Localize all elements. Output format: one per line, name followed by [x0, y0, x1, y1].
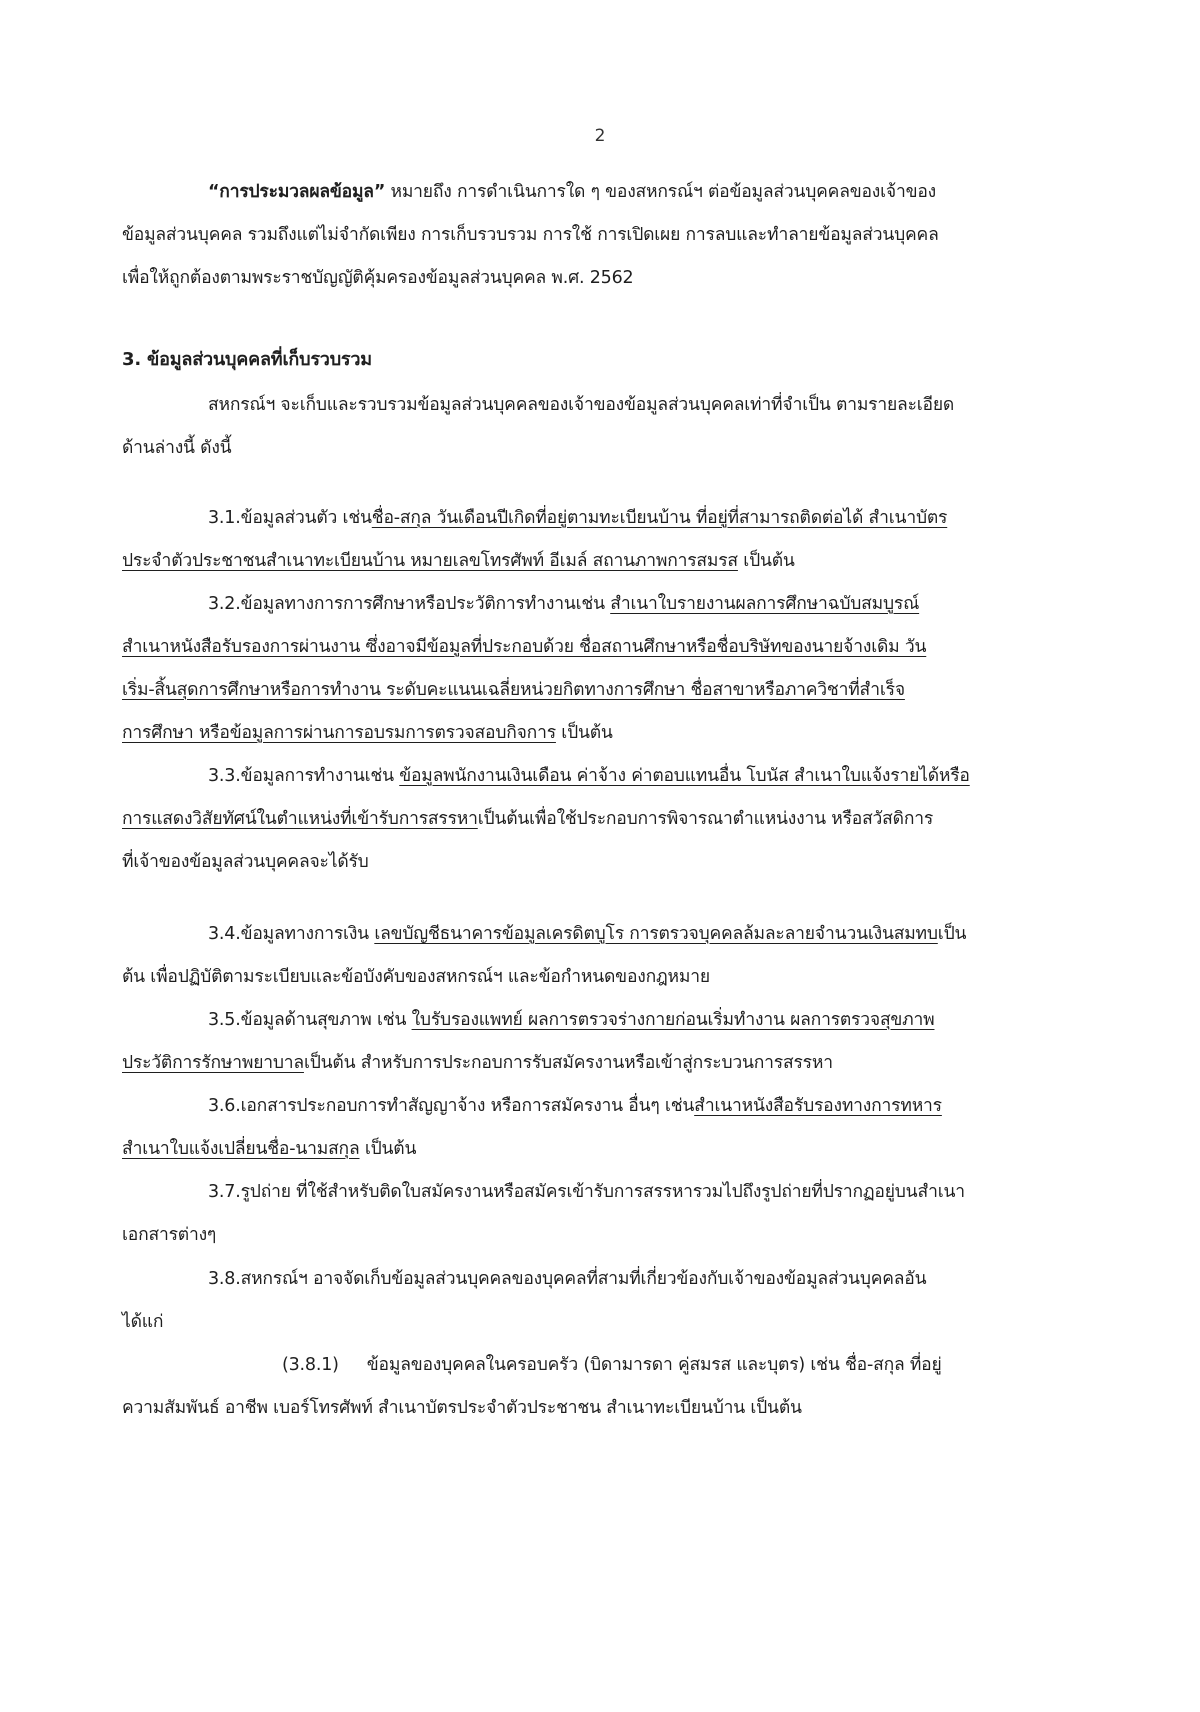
item-3-8-1-line-2: ความสัมพันธ์ อาชีพ เบอร์โทรศัพท์ สำเนาบัตรประจำตัวประชาชน สำเนาทะเบียนบ้าน เป็นต้น: [122, 1398, 802, 1418]
sub-item-number: (3.8.1): [282, 1355, 339, 1375]
item-text: เป็นต้น สำหรับการประกอบการรับสมัครงานหรือเข้าสู่กระบวนการสรรหา: [303, 1053, 833, 1073]
item-3-3-line-2: [122, 805, 1077, 833]
definition-term: “การประมวลผลข้อมูล”: [208, 182, 386, 202]
item-3-2-line-1: [208, 590, 1078, 618]
item-text: เป็นต้นเพื่อใช้ประกอบการพิจารณาตำแหน่งงาน หรือสวัสดิการ: [477, 809, 934, 829]
definition-line-3: เพื่อให้ถูกต้องตามพระราชบัญญัติคุ้มครองข้อมูลส่วนบุคคล พ.ศ. 2562: [122, 268, 634, 288]
item-underlined-text: เลขบัญชีธนาคารข้อมูลเครดิตบูโร การตรวจบุคคลล้มละลายจำนวนเงินสมทบ: [374, 924, 938, 944]
item-3-5-line-1: [208, 1006, 1078, 1034]
item-3-4-line-2: ต้น เพื่อปฏิบัติตามระเบียบและข้อบังคับของสหกรณ์ฯ และข้อกำหนดของกฎหมาย: [122, 967, 710, 987]
intro-line-2: ด้านล่างนี้ ดังนี้: [122, 438, 232, 458]
section-heading: 3. ข้อมูลส่วนบุคคลที่เก็บรวบรวม: [122, 349, 372, 370]
definition-text: หมายถึง การดำเนินการใด ๆ ของสหกรณ์ฯ ต่อข้อมูลส่วนบุคคลของเจ้าของ: [385, 182, 937, 202]
item-underlined-text: ชื่อ-สกุล วันเดือนปีเกิดที่อยู่ตามทะเบียนบ้าน ที่อยู่ที่สามารถติดต่อได้ สำเนาบัตร: [371, 508, 948, 528]
item-underlined-text: สำเนาใบรายงานผลการศึกษาฉบับสมบูรณ์: [610, 594, 920, 614]
item-text: ข้อมูลของบุคคลในครอบครัว (บิดามารดา คู่สมรส และบุตร) เช่น ชื่อ-สกุล ที่อยู่: [366, 1355, 942, 1375]
item-text: เป็น: [937, 924, 967, 944]
item-3-7-line-1: 3.7.รูปถ่าย ที่ใช้สำหรับติดใบสมัครงานหรือสมัครเข้ารับการสรรหารวมไปถึงรูปถ่ายที่ปรากฏอยู่บนสำเนา: [208, 1182, 965, 1202]
item-text: 3.5.ข้อมูลด้านสุขภาพ เช่น: [208, 1010, 412, 1030]
item-text: เป็นต้น: [359, 1139, 417, 1159]
item-underlined-text: สำเนาใบแจ้งเปลี่ยนชื่อ-นามสกุล: [122, 1139, 360, 1159]
item-underlined-text: สำเนาหนังสือรับรองการผ่านงาน ซึ่งอาจมีข้อมูลที่ประกอบด้วย ชื่อสถานศึกษาหรือชื่อบริษัทของนายจ้างเดิม วัน: [122, 637, 927, 657]
intro-line-1: สหกรณ์ฯ จะเก็บและรวบรวมข้อมูลส่วนบุคคลของเจ้าของข้อมูลส่วนบุคคลเท่าที่จำเป็น ตามรายละเอียด: [208, 395, 955, 415]
item-underlined-text: เริ่ม-สิ้นสุดการศึกษาหรือการทำงาน ระดับคะแนนเฉลี่ยหน่วยกิตทางการศึกษา ชื่อสาขาหรือภาควิชาที่สำเร็จ: [122, 680, 905, 700]
item-underlined-text: ใบรับรองแพทย์ ผลการตรวจร่างกายก่อนเริ่มทำงาน ผลการตรวจสุขภาพ: [411, 1010, 935, 1030]
item-3-8-line-1: 3.8.สหกรณ์ฯ อาจจัดเก็บข้อมูลส่วนบุคคลของบุคคลที่สามที่เกี่ยวข้องกับเจ้าของข้อมูลส่วนบุคคลอัน: [208, 1269, 927, 1289]
item-3-2-line-4: [122, 719, 1077, 747]
page-number: 2: [594, 126, 606, 146]
item-text: 3.2.ข้อมูลทางการการศึกษาหรือประวัติการทำงานเช่น: [208, 594, 611, 614]
item-3-7-line-2: เอกสารต่างๆ: [122, 1225, 217, 1245]
item-text: 3.1.ข้อมูลส่วนตัว เช่น: [208, 508, 372, 528]
item-3-4-line-1: [208, 920, 1078, 948]
item-3-1-line-1: [208, 504, 1078, 532]
item-underlined-text: ประจำตัวประชาชนสำเนาทะเบียนบ้าน หมายเลขโทรศัพท์ อีเมล์ สถานภาพการสมรส: [122, 551, 738, 571]
item-3-1-line-2: [122, 547, 1077, 575]
item-3-3-line-1: [208, 762, 1078, 790]
item-3-5-line-2: [122, 1049, 1077, 1077]
item-3-6-line-1: [208, 1092, 1078, 1120]
item-underlined-text: การแสดงวิสัยทัศน์ในตำแหน่งที่เข้ารับการสรรหา: [122, 809, 478, 829]
item-text: 3.6.เอกสารประกอบการทำสัญญาจ้าง หรือการสมัครงาน อื่นๆ เช่น: [208, 1096, 695, 1116]
item-3-2-line-3: [122, 676, 1077, 704]
item-underlined-text: สำเนาหนังสือรับรองทางการทหาร: [694, 1096, 942, 1116]
item-3-8-line-2: ได้แก่: [122, 1312, 164, 1332]
definition-line-1: [208, 178, 1078, 206]
item-3-3-line-3: ที่เจ้าของข้อมูลส่วนบุคคลจะได้รับ: [122, 852, 369, 872]
item-text: 3.4.ข้อมูลทางการเงิน: [208, 924, 375, 944]
item-underlined-text: การศึกษา หรือข้อมูลการผ่านการอบรมการตรวจสอบกิจการ: [122, 723, 556, 743]
item-text: เป็นต้น: [737, 551, 795, 571]
item-3-2-line-2: [122, 633, 1077, 661]
item-3-8-1-line-1: [282, 1351, 1078, 1379]
item-underlined-text: ประวัติการรักษาพยาบาล: [122, 1053, 304, 1073]
item-text: 3.3.ข้อมูลการทำงานเช่น: [208, 766, 400, 786]
item-3-6-line-2: [122, 1135, 1077, 1163]
item-text: เป็นต้น: [555, 723, 613, 743]
definition-line-2: ข้อมูลส่วนบุคคล รวมถึงแต่ไม่จำกัดเพียง การเก็บรวบรวม การใช้ การเปิดเผย การลบและทำลายข้อมูลส่วนบุคคล: [122, 225, 939, 245]
item-underlined-text: ข้อมูลพนักงานเงินเดือน ค่าจ้าง ค่าตอบแทนอื่น โบนัส สำเนาใบแจ้งรายได้หรือ: [399, 766, 970, 786]
